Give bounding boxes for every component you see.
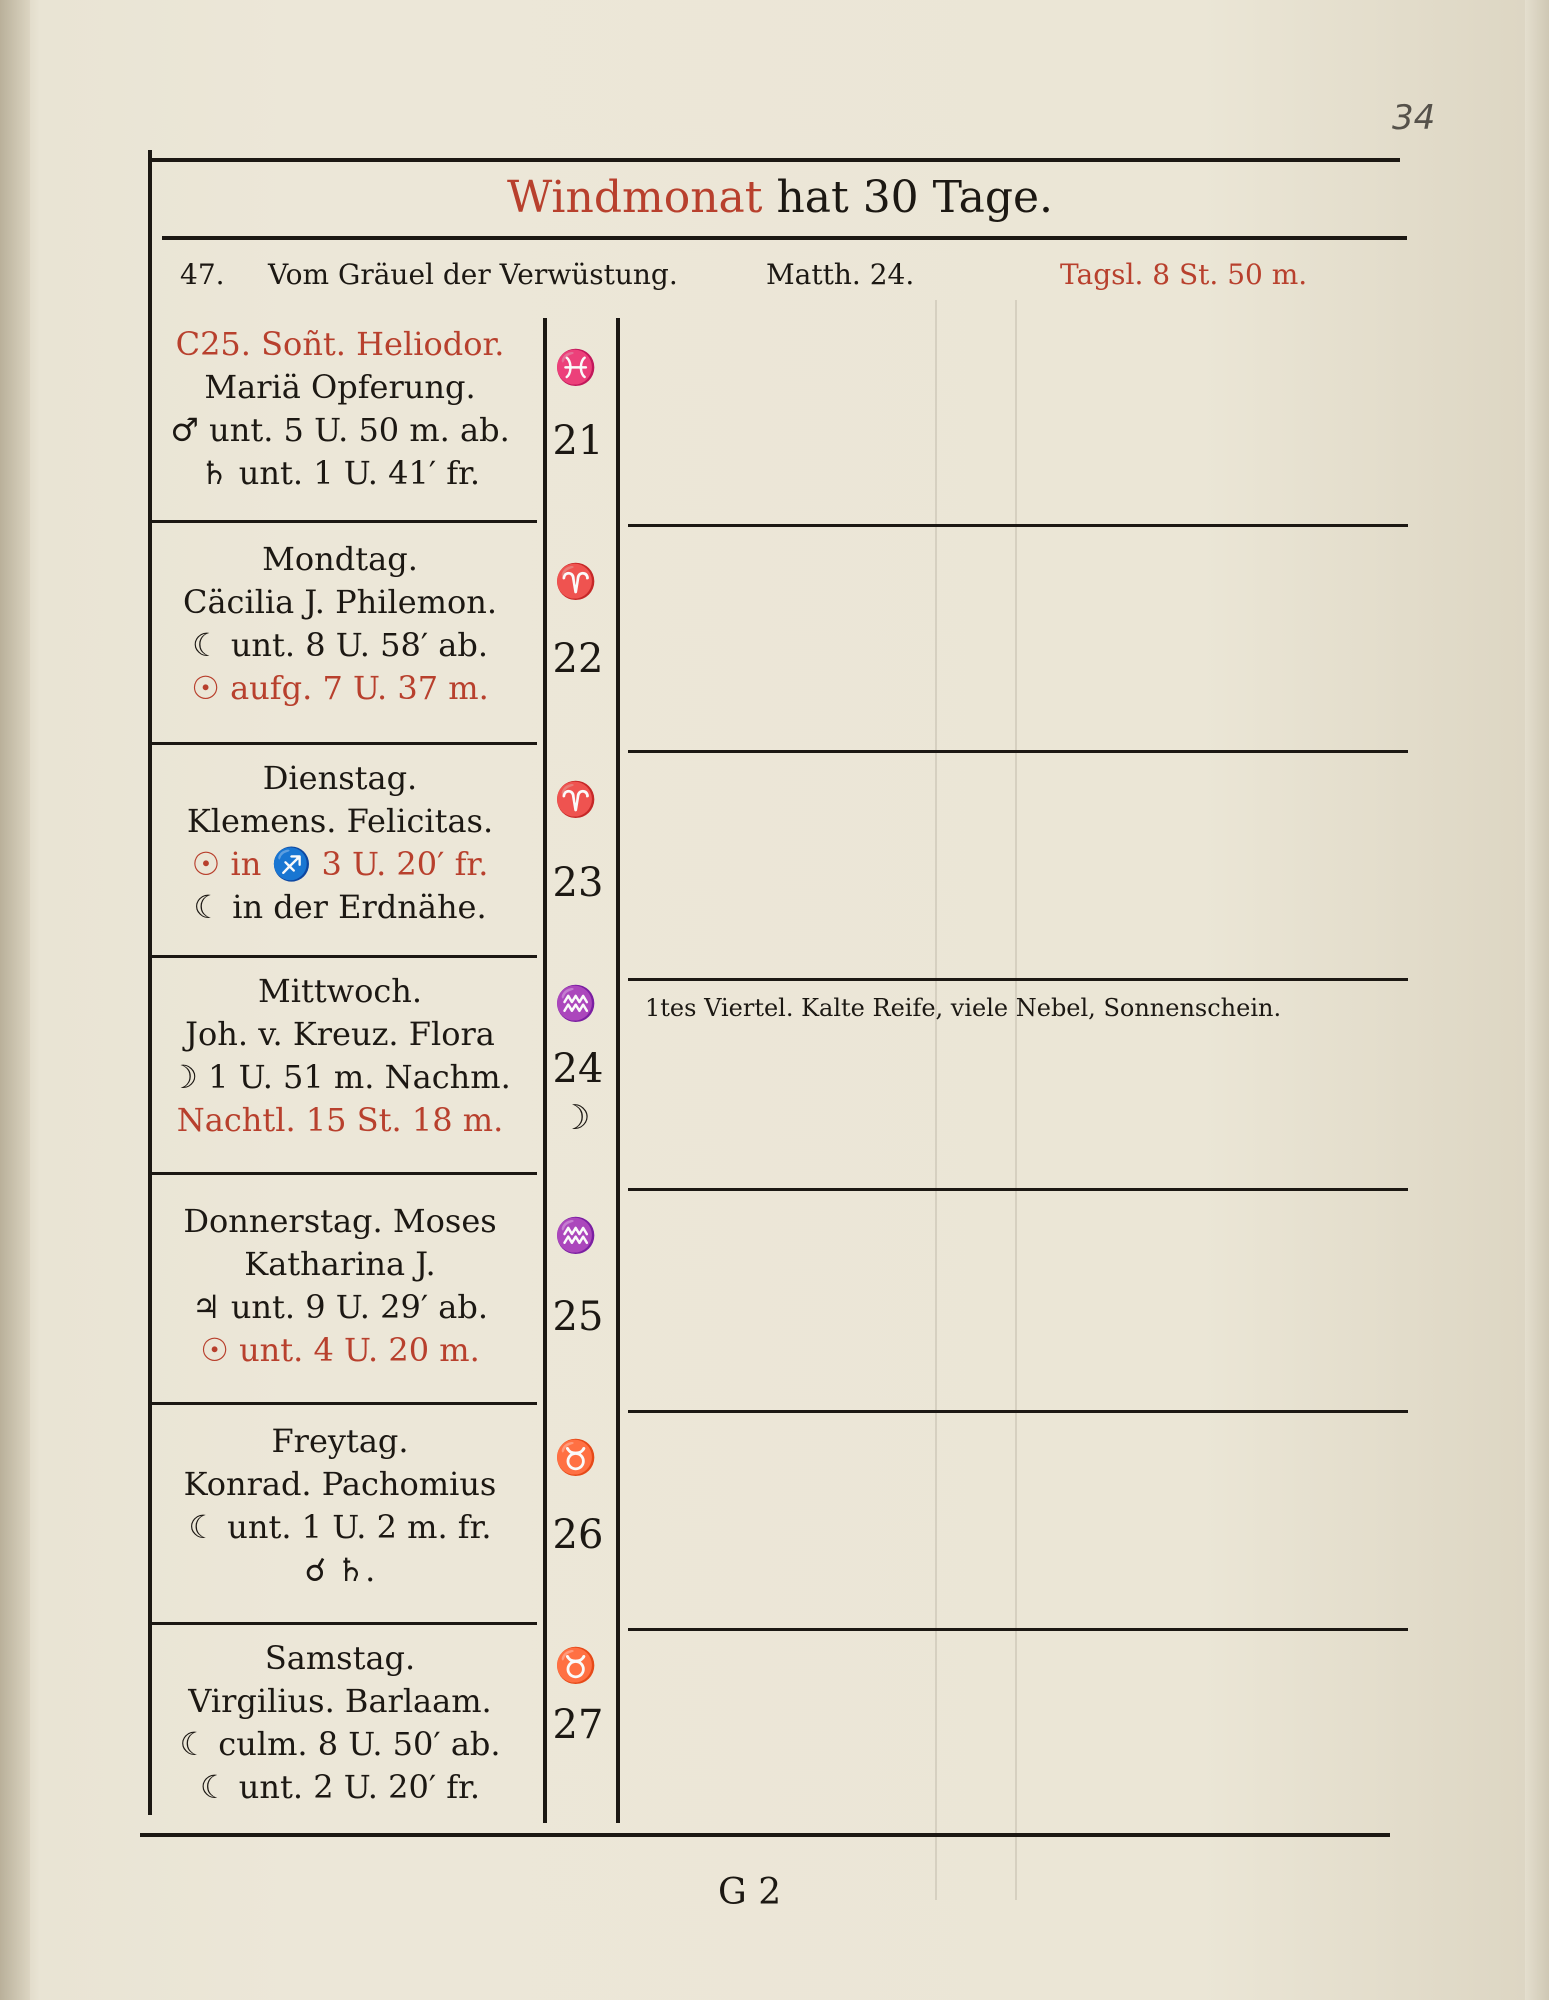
- gospel-title: Vom Gräuel der Verwüstung.: [268, 258, 678, 291]
- day-line: Dienstag.: [262, 759, 418, 797]
- bottom-rule: [140, 1833, 1390, 1837]
- book-gutter: [0, 0, 30, 2000]
- moon-phase-icon: ☽: [560, 1098, 591, 1138]
- column-rule-2: [616, 318, 620, 1823]
- bleed-through-text: [1025, 318, 1035, 362]
- day-line: Katharina J.: [244, 1245, 436, 1283]
- row-rule: [628, 1410, 1408, 1413]
- printer-signature: G 2: [718, 1872, 782, 1913]
- day-line: Mittwoch.: [257, 972, 423, 1010]
- top-rule: [150, 158, 1400, 162]
- week-number: 47.: [180, 258, 225, 291]
- day-line: Konrad. Pachomius: [183, 1465, 497, 1503]
- day-line: ☾ unt. 1 U. 2 m. fr.: [188, 1508, 492, 1546]
- row-rule: [628, 750, 1408, 753]
- day-line: ♄ unt. 1 U. 41′ fr.: [199, 454, 481, 492]
- bleed-through-line: [935, 300, 937, 1900]
- row-rule: [628, 1628, 1408, 1631]
- row-rule: [152, 1172, 537, 1175]
- day-line: ☾ unt. 8 U. 58′ ab.: [191, 626, 489, 664]
- day-entry: [140, 323, 540, 495]
- column-rule-1: [543, 318, 547, 1823]
- row-rule: [152, 742, 537, 745]
- date-number: 22: [552, 636, 604, 682]
- day-line: Klemens. Felicitas.: [186, 802, 494, 840]
- day-line: ☾ in der Erdnähe.: [193, 888, 487, 926]
- zodiac-sign-icon: ♈: [554, 780, 598, 820]
- day-line: ☌ ♄.: [304, 1551, 376, 1589]
- page-edge: [1525, 0, 1549, 2000]
- day-entry: [140, 970, 540, 1142]
- row-rule: [152, 1622, 537, 1625]
- day-line: ♂ unt. 5 U. 50 m. ab.: [170, 411, 510, 449]
- month-title: [160, 172, 1400, 223]
- day-line: ♃ unt. 9 U. 29′ ab.: [191, 1288, 489, 1326]
- date-number: 26: [552, 1512, 604, 1558]
- day-line: ☉ aufg. 7 U. 37 m.: [191, 669, 489, 707]
- day-line: Samstag.: [264, 1639, 416, 1677]
- day-line: ☉ in ♐ 3 U. 20′ fr.: [191, 845, 489, 883]
- day-line: ☾ culm. 8 U. 50′ ab.: [179, 1725, 501, 1763]
- zodiac-sign-icon: ♒: [554, 984, 598, 1024]
- page-number: 34: [1392, 98, 1436, 138]
- title-rule: [162, 236, 1407, 240]
- day-entry: [140, 757, 540, 929]
- day-entry: [140, 538, 540, 710]
- day-line: Freytag.: [271, 1422, 409, 1460]
- weather-note: 1tes Viertel. Kalte Reife, viele Nebel, Sonnenschein.: [645, 994, 1282, 1022]
- day-line: Nachtl. 15 St. 18 m.: [176, 1101, 504, 1139]
- day-line: Joh. v. Kreuz. Flora: [185, 1015, 495, 1053]
- date-number: 21: [552, 418, 604, 464]
- gospel-reference: Matth. 24.: [766, 258, 915, 291]
- month-name: Windmonat: [506, 172, 763, 223]
- day-line: Cäcilia J. Philemon.: [182, 583, 498, 621]
- day-line: Mondtag.: [262, 540, 418, 578]
- row-rule: [628, 978, 1408, 981]
- month-title-rest: hat 30 Tage.: [776, 172, 1054, 223]
- bleed-through-line: [1015, 300, 1017, 1900]
- row-rule: [628, 1188, 1408, 1191]
- zodiac-sign-icon: ♈: [554, 562, 598, 602]
- date-number: 23: [552, 860, 604, 906]
- day-line: Mariä Opferung.: [204, 368, 476, 406]
- zodiac-sign-icon: ♓: [554, 348, 598, 388]
- day-entry: [140, 1637, 540, 1809]
- day-entry: [140, 1420, 540, 1592]
- zodiac-sign-icon: ♉: [554, 1438, 598, 1478]
- date-number: 25: [552, 1294, 604, 1340]
- zodiac-sign-icon: ♒: [554, 1216, 598, 1256]
- day-line: Virgilius. Barlaam.: [188, 1682, 492, 1720]
- day-line: ☉ unt. 4 U. 20 m.: [200, 1331, 480, 1369]
- row-rule: [628, 524, 1408, 527]
- day-entry: [140, 1200, 540, 1372]
- row-rule: [152, 1402, 537, 1405]
- zodiac-sign-icon: ♉: [554, 1646, 598, 1686]
- date-number: 27: [552, 1702, 604, 1748]
- day-line: ☾ unt. 2 U. 20′ fr.: [199, 1768, 481, 1806]
- row-rule: [152, 955, 537, 958]
- day-line: Donnerstag. Moses: [183, 1202, 497, 1240]
- row-rule: [152, 520, 537, 523]
- day-line: C25. Soñt. Heliodor.: [175, 325, 505, 363]
- day-line: ☽ 1 U. 51 m. Nachm.: [169, 1058, 511, 1096]
- date-number: 24: [552, 1046, 604, 1092]
- day-length: Tagsl. 8 St. 50 m.: [1060, 258, 1308, 291]
